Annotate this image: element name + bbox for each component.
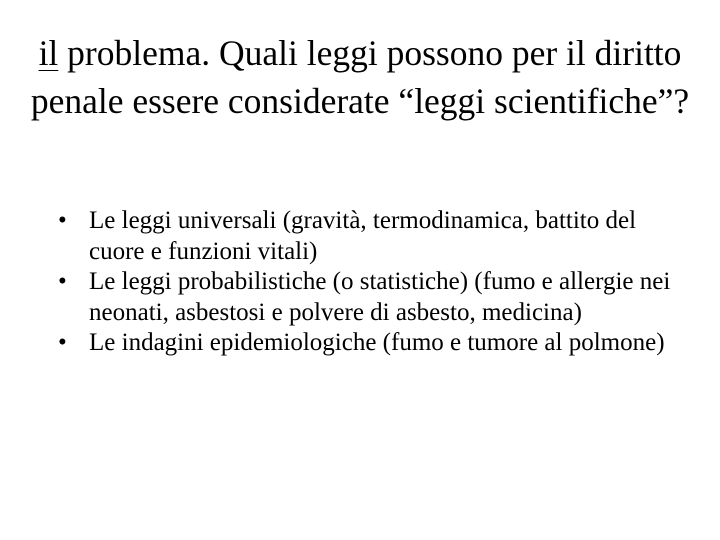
bullet-text-2: Le leggi probabilistiche (o statistiche) (fumo e allergie nei neonati, asbestosi e polvere di asbesto, medicina) [89, 268, 671, 326]
bullet-item-3 [58, 328, 673, 359]
bullet-point-icon: • [58, 268, 67, 295]
slide-title [20, 29, 700, 125]
bullet-text-1: Le leggi universali (gravità, termodinamica, battito del cuore e funzioni vitali) [89, 207, 637, 265]
bullet-point-icon: • [58, 207, 67, 234]
bullet-item-1 [58, 206, 673, 267]
title-underlined-word: il [38, 33, 59, 73]
bullet-item-2 [58, 267, 673, 328]
bullet-point-icon: • [58, 329, 67, 356]
title-text: problema. Quali leggi possono per il diritto penale essere considerate “leggi scientifiche”? [30, 33, 690, 121]
bullet-text-3: Le indagini epidemiologiche (fumo e tumore al polmone) [89, 329, 665, 356]
bullet-list [58, 206, 673, 359]
